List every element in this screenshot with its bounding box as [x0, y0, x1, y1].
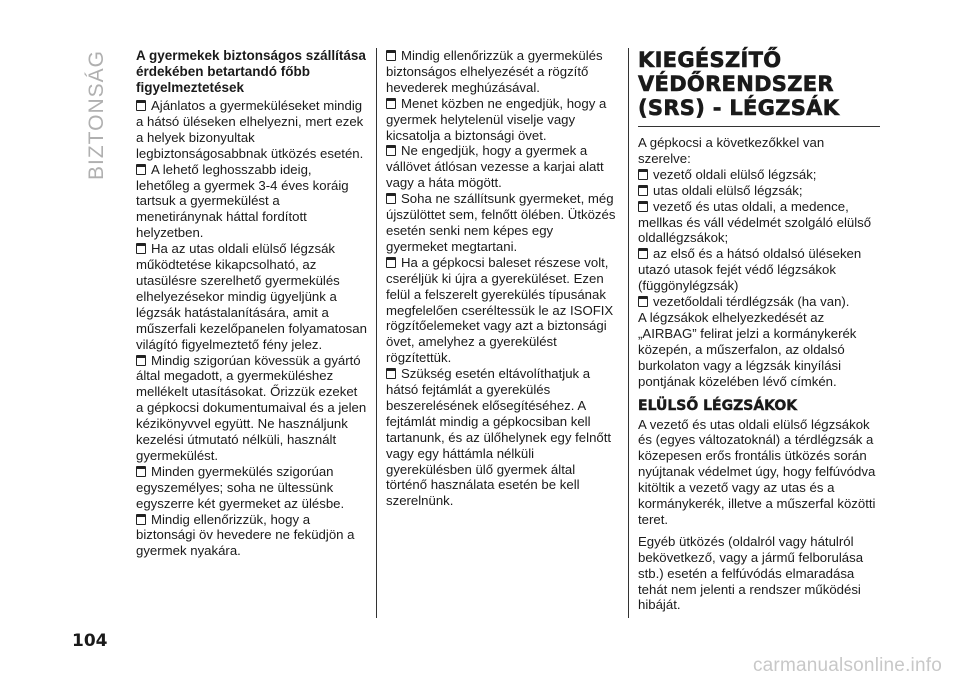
bullet-item: vezető és utas oldali, a medence, mellkas és váll védelmét szolgáló elülső oldallégzsákok;	[638, 198, 872, 246]
warning-checkbox-icon	[386, 257, 396, 268]
column-3	[638, 48, 880, 613]
bullet-item: Mindig ellenőrizzük, hogy a biztonsági öv hevedere ne feküdjön a gyermek nyakára.	[136, 511, 355, 559]
bullet-item: Soha ne szállítsunk gyermeket, még újszülöttet sem, felnőtt ölében. Ütközés esetén senki nem képes egy gyermeket megtartani.	[386, 191, 616, 254]
bullet-item: Minden gyermekülés szigorúan egyszemélyes; soha ne ültessünk egyszerre két gyermeket az ülésbe.	[136, 463, 345, 511]
warning-checkbox-icon	[386, 50, 396, 61]
bullet-checkbox-icon	[638, 248, 648, 259]
bullet-item: Mindig szigorúan kövessük a gyártó által megadott, a gyermeküléshez mellékelt utasításokat. Őrizzük ezeket a gépkocsi dokumentumaival és a jelen kézikönyvvel együtt. Ne használjunk kezelési útmutató nélküli, használt gyermekülést.	[136, 352, 367, 463]
bullet-checkbox-icon	[638, 296, 648, 307]
bullet-checkbox-icon	[638, 201, 648, 212]
column-1	[136, 48, 368, 559]
bullet-checkbox-icon	[638, 169, 648, 180]
column-divider	[376, 48, 377, 618]
bullet-item: utas oldali elülső légzsák;	[638, 183, 880, 199]
warning-checkbox-icon	[136, 100, 146, 111]
other-collision-text: Egyéb ütközés (oldalról vagy hátulról bekövetkező, vagy a jármű felborulása stb.) esetén a felfúvódás elmaradása tehát nem jelenti a rendszer működési hibáját.	[638, 533, 864, 613]
column-divider	[628, 48, 629, 618]
bullet-item: Ne engedjük, hogy a gyermek a vállövet átlósan vezesse a karjai alatt vagy a háta mögött.	[386, 143, 604, 191]
column-2	[386, 48, 618, 509]
bullet-item: Szükség esetén eltávolíthatjuk a hátsó fejtámlát a gyerekülés beszerelésének elősegítéséhez. A fejtámlát mindig a gépkocsiban kell tartanunk, és az ülőhelynek egy felnőtt vagy egy háttámla nélküli gyerekülésben ülő gyermek által történő használata esetén be kell szerelnünk.	[386, 366, 612, 509]
warning-checkbox-icon	[136, 466, 146, 477]
warning-checkbox-icon	[386, 145, 396, 156]
warning-checkbox-icon	[386, 368, 396, 379]
chapter-title: KIEGÉSZÍTŐ VÉDŐRENDSZER (SRS) - LÉGZSÁK	[638, 48, 880, 127]
bullet-item: Ha az utas oldali elülső légzsák működtetése kikapcsolható, az utasülésre szerelhető gyermekülés elhelyezésekor mindig ügyeljünk a légzsák hatástalanítására, amit a műszerfali kezelőpanelen folyamatosan világító figyelmeztető fény jelez.	[136, 241, 367, 352]
warning-checkbox-icon	[136, 164, 146, 175]
warning-checkbox-icon	[136, 514, 146, 525]
section-side-tab-label: BIZTONSÁG	[85, 50, 108, 180]
bullet-item: az első és a hátsó oldalsó üléseken utazó utasok fejét védő légzsákok (függönylégzsák)	[638, 246, 862, 294]
bullet-item: A lehető leghosszabb ideig, lehetőleg a gyermek 3-4 éves koráig tartsuk a gyermekülést a menetiránynak háttal fordított helyzetben.	[136, 161, 349, 241]
section-heading: ELÜLSŐ LÉGZSÁKOK	[638, 397, 798, 414]
front-airbag-text: A vezető és utas oldali elülső légzsákok és (egyes változatoknál) a térdlégzsák a közepesen erős frontális ütközés során nyújtanak védelmet úgy, hogy felfúvódva kitöltik a vezető vagy az utas és a kormánykerék, illetve a műszerfal közötti teret.	[638, 416, 876, 527]
watermark: carmanualsonline.info	[752, 655, 942, 676]
bullet-item: vezetőoldali térdlégzsák (ha van).	[638, 294, 880, 310]
bullet-item: Ha a gépkocsi baleset részese volt, cseréljük ki újra a gyereküléset. Ezen felül a felszerelt gyerekülés típusának megfelelően cseréltessük le az ISOFIX rögzítőelemeket vagy azt a biztonsági övet, amelyhez a gyerekülést rögzítettük.	[386, 254, 614, 366]
section-side-tab	[82, 50, 112, 180]
warning-checkbox-icon	[136, 355, 146, 366]
bullet-item: Menet közben ne engedjük, hogy a gyermek helytelenül viselje vagy kicsatolja a biztonsági övet.	[386, 95, 607, 143]
airbag-location-text: A légzsákok elhelyezkedését az „AIRBAG” felirat jelzi a kormánykerék közepén, a műszerfalon, az oldalsó burkolaton vagy a légzsák kinyílási pontjának közelében lévő címkén.	[638, 309, 857, 389]
bullet-item: Ajánlatos a gyermeküléseket mindig a hátsó üléseken elhelyezni, mert ezek a helyek bizonyultak legbiztonságosabbnak ütközés esetén.	[136, 98, 364, 161]
warning-checkbox-icon	[136, 243, 146, 254]
warning-checkbox-icon	[386, 193, 396, 204]
bullet-item: Mindig ellenőrizzük a gyermekülés biztonságos elhelyezését a rögzítő hevederek meghúzásával.	[386, 48, 603, 95]
warning-checkbox-icon	[386, 98, 396, 109]
bullet-item: vezető oldali elülső légzsák;	[638, 167, 880, 183]
intro-text: A gépkocsi a következőkkel van szerelve:	[638, 135, 825, 166]
warnings-heading: A gyermekek biztonságos szállítása érdekében betartandó főbb figyelmeztetések	[136, 48, 366, 95]
bullet-checkbox-icon	[638, 185, 648, 196]
page-number: 104	[72, 631, 108, 651]
